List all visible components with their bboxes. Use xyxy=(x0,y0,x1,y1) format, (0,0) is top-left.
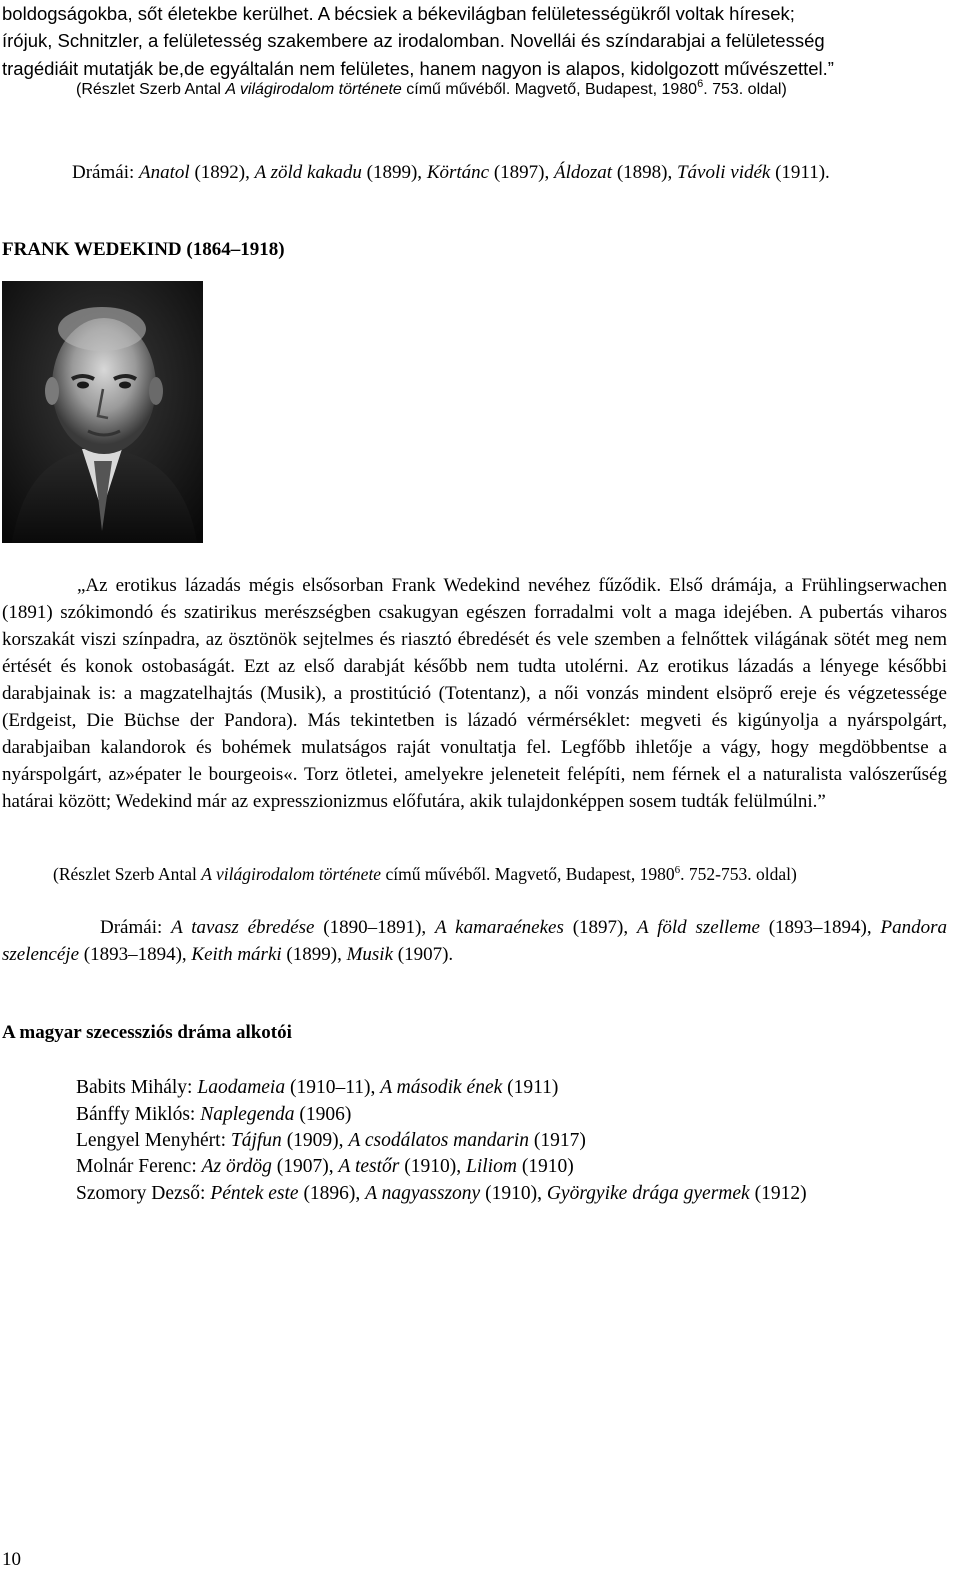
list-item: Lengyel Menyhért: Tájfun (1909), A csodálatos mandarin (1917) xyxy=(76,1130,586,1151)
dramas-label: Drámái: xyxy=(100,917,172,938)
wedekind-heading: FRANK WEDEKIND (1864–1918) xyxy=(2,239,285,260)
hungarian-heading: A magyar szecessziós dráma alkotói xyxy=(2,1022,292,1043)
wedekind-portrait xyxy=(2,281,203,543)
dramas-label: Drámái: xyxy=(72,162,140,183)
quote-line: boldogságokba, sőt életekbe kerülhet. A bécsiek a békevilágban felületességükről voltak híresek; xyxy=(2,3,795,24)
wedekind-quote: „Az erotikus lázadás mégis elsősorban Frank Wedekind nevéhez fűződik. Első drámája, a Frühlingserwachen (1891) szókimondó és szatirikus merészségben csakugyan egészen forradalmi volt a maga idejében. A pubertás viharos korszakát viszi színpadra, az ösztönök sejtelmes és riasztó ébredését és vele szemben a felnőttek világának sötét meg nem értését és konok ostobaságát. Ezt az első darabját később nem tudta utolérni. Az erotikus lázadás a lényege későbbi darabjainak is: a magzatelhajtás (Musik), a prostitúció (Totentanz), a női vonzás mindent elsöprő ereje és végzetessége (Erdgeist, Die Büchse der Pandora). Más tekintetben is lázadó vérmérséklet: megveti és kigúnyolja a nyárspolgárt, darabjaiban kalandorok és bohémek mulatságos raját vonultatja fel. Legfőbb ihletője a vágy, hogy megdöbbentse a nyárspolgárt, az»épater le bourgeois«. Torz ötletei, amelyekre jeleneteit felépíti, nem férnek el a naturalista valószerűség határai között; Wedekind már az expresszionizmus előfutára, akik tulajdonképpen sosem tudták felülmúlni.” xyxy=(2,575,947,812)
list-item: Molnár Ferenc: Az ördög (1907), A testőr (1910), Liliom (1910) xyxy=(76,1156,574,1177)
list-item: Szomory Dezső: Péntek este (1896), A nagyasszony (1910), Györgyike drága gyermek (1912) xyxy=(76,1183,807,1204)
list-item: Bánffy Miklós: Naplegenda (1906) xyxy=(76,1104,352,1125)
schnitzler-source: (Részlet Szerb Antal A világirodalom története című művéből. Magvető, Budapest, 1980$^6$. 753. oldal) xyxy=(76,78,787,98)
book-title: A világirodalom története xyxy=(225,81,402,98)
quote-line: írójuk, Schnitzler, a felületesség szakembere az irodalomban. Novellái és színdarabjai a felületesség xyxy=(2,30,825,52)
schnitzler-dramas: Drámái: Anatol (1892), A zöld kakadu (1899), Körtánc (1897), Áldozat (1898), Távoli vidék (1911). xyxy=(72,162,830,183)
wedekind-dramas: Drámái: A tavasz ébredése (1890–1891), A kamaraénekes (1897), A föld szelleme (1893–1894), Pandora szelencéje (1893–1894), Keith márki (1899), Musik (1907). xyxy=(2,917,947,965)
wedekind-source: (Részlet Szerb Antal A világirodalom története című művéből. Magvető, Budapest, 1980$^6$. 752-753. oldal) xyxy=(53,864,797,884)
list-item: Babits Mihály: Laodameia (1910–11), A második ének (1911) xyxy=(76,1077,559,1098)
quote-line: tragédiáit mutatják be,de egyáltalán nem felületes, hanem nagyon is alapos, kidolgozott művészettel.” xyxy=(2,57,834,79)
book-title: A világirodalom története xyxy=(201,864,382,884)
page-number: 10 xyxy=(2,1549,21,1570)
schnitzler-quote xyxy=(2,0,947,82)
